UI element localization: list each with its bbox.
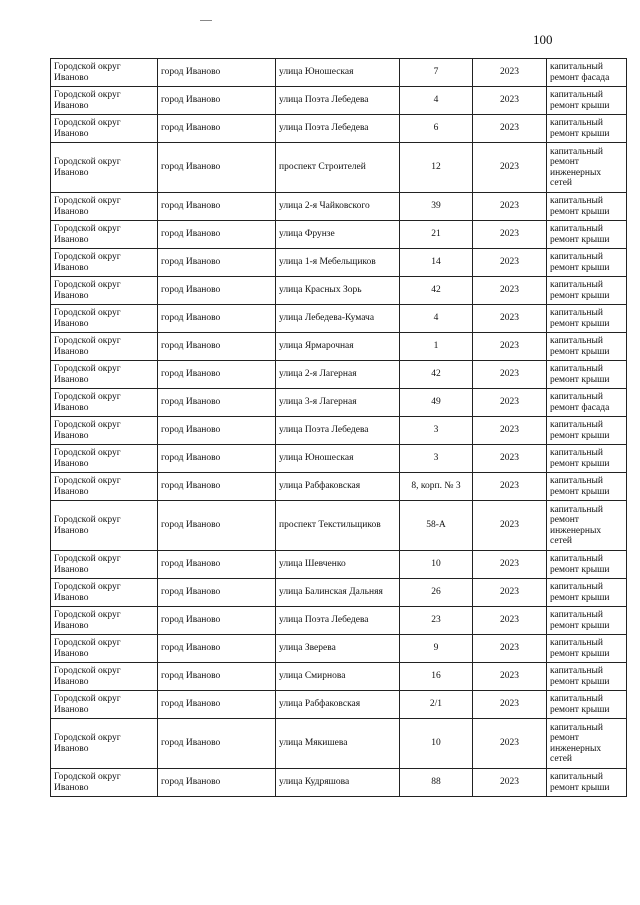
street-cell: улица Ярмарочная [276,333,400,361]
year-cell: 2023 [473,445,547,473]
street-cell: улица 2-я Лагерная [276,361,400,389]
house-number-cell: 42 [400,361,473,389]
table-row [51,305,627,333]
table-row [51,277,627,305]
work-type-cell: капитальный ремонт крыши [547,769,627,797]
city-cell: город Иваново [158,221,276,249]
district-cell: Городской округ Иваново [51,607,158,635]
city-cell: город Иваново [158,277,276,305]
street-cell: улица 3-я Лагерная [276,389,400,417]
table-row [51,769,627,797]
street-cell: проспект Строителей [276,143,400,193]
district-cell: Городской округ Иваново [51,87,158,115]
year-cell: 2023 [473,87,547,115]
house-number-cell: 4 [400,87,473,115]
work-type-cell: капитальный ремонт фасада [547,59,627,87]
table-row [51,635,627,663]
table-row [51,361,627,389]
house-number-cell: 2/1 [400,691,473,719]
district-cell: Городской округ Иваново [51,719,158,769]
work-type-cell: капитальный ремонт крыши [547,579,627,607]
district-cell: Городской округ Иваново [51,663,158,691]
work-type-cell: капитальный ремонт крыши [547,305,627,333]
repair-registry-table [50,58,627,797]
year-cell: 2023 [473,115,547,143]
work-type-cell: капитальный ремонт крыши [547,473,627,501]
table-row [51,221,627,249]
work-type-cell: капитальный ремонт крыши [547,115,627,143]
house-number-cell: 10 [400,719,473,769]
work-type-cell: капитальный ремонт крыши [547,221,627,249]
street-cell: улица Балинская Дальняя [276,579,400,607]
work-type-cell: капитальный ремонт крыши [547,87,627,115]
house-number-cell: 49 [400,389,473,417]
work-type-cell: капитальный ремонт инженерных сетей [547,143,627,193]
house-number-cell: 3 [400,417,473,445]
year-cell: 2023 [473,501,547,551]
table-row [51,473,627,501]
street-cell: улица Рабфаковская [276,473,400,501]
district-cell: Городской округ Иваново [51,769,158,797]
table-row [51,193,627,221]
year-cell: 2023 [473,769,547,797]
street-cell: улица Юношеская [276,59,400,87]
year-cell: 2023 [473,221,547,249]
work-type-cell: капитальный ремонт крыши [547,249,627,277]
house-number-cell: 39 [400,193,473,221]
table-row [51,87,627,115]
work-type-cell: капитальный ремонт крыши [547,193,627,221]
house-number-cell: 42 [400,277,473,305]
district-cell: Городской округ Иваново [51,389,158,417]
work-type-cell: капитальный ремонт крыши [547,417,627,445]
table-row [51,501,627,551]
district-cell: Городской округ Иваново [51,115,158,143]
work-type-cell: капитальный ремонт фасада [547,389,627,417]
street-cell: улица Красных Зорь [276,277,400,305]
table-row [51,115,627,143]
year-cell: 2023 [473,389,547,417]
scan-mark [200,20,212,21]
house-number-cell: 23 [400,607,473,635]
district-cell: Городской округ Иваново [51,691,158,719]
year-cell: 2023 [473,417,547,445]
district-cell: Городской округ Иваново [51,445,158,473]
table-row [51,691,627,719]
table-row [51,607,627,635]
city-cell: город Иваново [158,87,276,115]
district-cell: Городской округ Иваново [51,473,158,501]
district-cell: Городской округ Иваново [51,221,158,249]
work-type-cell: капитальный ремонт инженерных сетей [547,501,627,551]
city-cell: город Иваново [158,417,276,445]
table-row [51,59,627,87]
house-number-cell: 21 [400,221,473,249]
district-cell: Городской округ Иваново [51,361,158,389]
page-number: 100 [533,32,553,47]
work-type-cell: капитальный ремонт крыши [547,691,627,719]
city-cell: город Иваново [158,333,276,361]
house-number-cell: 58-А [400,501,473,551]
work-type-cell: капитальный ремонт крыши [547,361,627,389]
year-cell: 2023 [473,305,547,333]
house-number-cell: 88 [400,769,473,797]
district-cell: Городской округ Иваново [51,277,158,305]
street-cell: улица Поэта Лебедева [276,607,400,635]
street-cell: улица Юношеская [276,445,400,473]
table-row [51,663,627,691]
work-type-cell: капитальный ремонт крыши [547,635,627,663]
street-cell: улица Рабфаковская [276,691,400,719]
street-cell: улица 2-я Чайковского [276,193,400,221]
district-cell: Городской округ Иваново [51,551,158,579]
year-cell: 2023 [473,635,547,663]
city-cell: город Иваново [158,579,276,607]
house-number-cell: 7 [400,59,473,87]
work-type-cell: капитальный ремонт крыши [547,333,627,361]
city-cell: город Иваново [158,719,276,769]
street-cell: улица Поэта Лебедева [276,115,400,143]
street-cell: улица Поэта Лебедева [276,417,400,445]
year-cell: 2023 [473,249,547,277]
city-cell: город Иваново [158,501,276,551]
city-cell: город Иваново [158,769,276,797]
city-cell: город Иваново [158,249,276,277]
house-number-cell: 10 [400,551,473,579]
district-cell: Городской округ Иваново [51,143,158,193]
year-cell: 2023 [473,193,547,221]
street-cell: улица Шевченко [276,551,400,579]
table-row [51,417,627,445]
city-cell: город Иваново [158,635,276,663]
year-cell: 2023 [473,333,547,361]
year-cell: 2023 [473,663,547,691]
district-cell: Городской округ Иваново [51,249,158,277]
district-cell: Городской округ Иваново [51,417,158,445]
year-cell: 2023 [473,691,547,719]
city-cell: город Иваново [158,663,276,691]
street-cell: улица Фрунзе [276,221,400,249]
city-cell: город Иваново [158,59,276,87]
city-cell: город Иваново [158,473,276,501]
city-cell: город Иваново [158,551,276,579]
house-number-cell: 14 [400,249,473,277]
city-cell: город Иваново [158,193,276,221]
district-cell: Городской округ Иваново [51,579,158,607]
district-cell: Городской округ Иваново [51,193,158,221]
year-cell: 2023 [473,143,547,193]
table-row [51,445,627,473]
house-number-cell: 16 [400,663,473,691]
work-type-cell: капитальный ремонт крыши [547,277,627,305]
street-cell: улица Зверева [276,635,400,663]
year-cell: 2023 [473,579,547,607]
district-cell: Городской округ Иваново [51,333,158,361]
house-number-cell: 3 [400,445,473,473]
city-cell: город Иваново [158,445,276,473]
district-cell: Городской округ Иваново [51,305,158,333]
work-type-cell: капитальный ремонт крыши [547,445,627,473]
street-cell: улица Кудряшова [276,769,400,797]
work-type-cell: капитальный ремонт крыши [547,607,627,635]
city-cell: город Иваново [158,389,276,417]
work-type-cell: капитальный ремонт крыши [547,663,627,691]
city-cell: город Иваново [158,607,276,635]
city-cell: город Иваново [158,305,276,333]
year-cell: 2023 [473,551,547,579]
year-cell: 2023 [473,361,547,389]
year-cell: 2023 [473,473,547,501]
year-cell: 2023 [473,719,547,769]
house-number-cell: 26 [400,579,473,607]
year-cell: 2023 [473,607,547,635]
city-cell: город Иваново [158,115,276,143]
year-cell: 2023 [473,277,547,305]
work-type-cell: капитальный ремонт крыши [547,551,627,579]
city-cell: город Иваново [158,691,276,719]
city-cell: город Иваново [158,143,276,193]
work-type-cell: капитальный ремонт инженерных сетей [547,719,627,769]
table-row [51,551,627,579]
house-number-cell: 9 [400,635,473,663]
house-number-cell: 4 [400,305,473,333]
district-cell: Городской округ Иваново [51,501,158,551]
street-cell: улица 1-я Мебельщиков [276,249,400,277]
street-cell: улица Смирнова [276,663,400,691]
street-cell: проспект Текстильщиков [276,501,400,551]
table-row [51,579,627,607]
table-row [51,249,627,277]
street-cell: улица Поэта Лебедева [276,87,400,115]
house-number-cell: 8, корп. № 3 [400,473,473,501]
table-row [51,333,627,361]
table-row [51,719,627,769]
table-row [51,143,627,193]
house-number-cell: 6 [400,115,473,143]
district-cell: Городской округ Иваново [51,635,158,663]
year-cell: 2023 [473,59,547,87]
district-cell: Городской округ Иваново [51,59,158,87]
table-row [51,389,627,417]
street-cell: улица Лебедева-Кумача [276,305,400,333]
table-body [51,59,627,797]
city-cell: город Иваново [158,361,276,389]
house-number-cell: 12 [400,143,473,193]
street-cell: улица Мякишева [276,719,400,769]
house-number-cell: 1 [400,333,473,361]
